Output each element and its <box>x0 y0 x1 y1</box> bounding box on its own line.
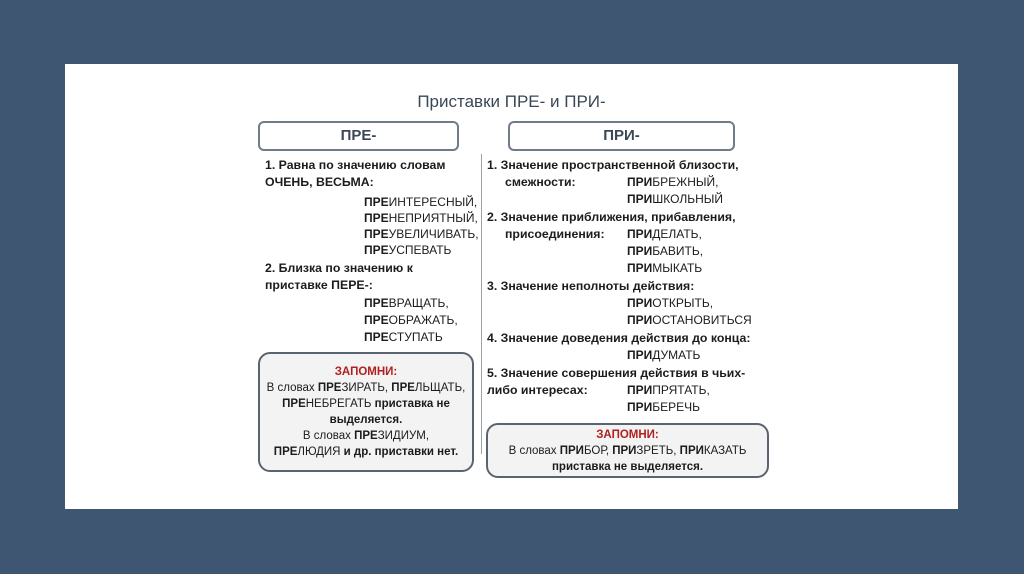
pri-item5-line2: либо интересах: <box>487 383 588 397</box>
pre-note-title: ЗАПОМНИ: <box>334 366 398 378</box>
pre-word: ПРЕОБРАЖАТЬ, <box>364 313 458 327</box>
slide-title: Приставки ПРЕ- и ПРИ- <box>417 92 606 111</box>
pri-word: ПРИПРЯТАТЬ, <box>627 383 710 397</box>
pri-note-title: ЗАПОМНИ: <box>596 429 659 441</box>
pre-item1-line2: ОЧЕНЬ, ВЕСЬМА: <box>265 175 374 189</box>
pre-note-line: В словах ПРЕЗИДИУМ, <box>302 430 430 442</box>
pri-word: ПРИБЕРЕЧЬ <box>627 400 701 414</box>
pre-word: ПРЕВРАЩАТЬ, <box>364 296 449 310</box>
slide <box>65 64 958 509</box>
pri-word: ПРИДУМАТЬ <box>627 348 701 362</box>
pre-word: ПРЕУСПЕВАТЬ <box>364 243 452 257</box>
pre-item1-line1: 1. Равна по значению словам <box>265 158 446 172</box>
pre-note-line: ПРЕЛЮДИЯ и др. приставки нет. <box>273 446 459 458</box>
pri-item2-line1: 2. Значение приближения, прибавления, <box>487 210 736 224</box>
pre-word: ПРЕУВЕЛИЧИВАТЬ, <box>364 227 479 241</box>
pre-item2-line2: приставке ПЕРЕ-: <box>265 278 373 292</box>
pre-word: ПРЕИНТЕРЕСНЫЙ, <box>364 195 478 209</box>
pre-word: ПРЕСТУПАТЬ <box>364 330 443 344</box>
pri-word: ПРИОТКРЫТЬ, <box>627 296 714 310</box>
pri-remember-note <box>486 423 769 478</box>
pri-item5-line1: 5. Значение совершения действия в чьих- <box>487 366 746 380</box>
pri-word: ПРИДЕЛАТЬ, <box>627 227 702 241</box>
pre-header: ПРЕ- <box>258 121 459 151</box>
pri-word: ПРИШКОЛЬНЫЙ <box>627 192 723 206</box>
pri-header: ПРИ- <box>508 121 735 151</box>
pri-item4-line1: 4. Значение доведения действия до конца: <box>487 331 751 345</box>
pre-item2-line1: 2. Близка по значению к <box>265 261 413 275</box>
pri-item2-line2: присоединения: <box>505 227 605 241</box>
column-divider <box>481 154 482 454</box>
pre-remember-note <box>258 352 474 472</box>
pre-note-line: В словах ПРЕЗИРАТЬ, ПРЕЛЬЩАТЬ, <box>266 382 466 394</box>
pri-word: ПРИБАВИТЬ, <box>627 244 704 258</box>
pri-word: ПРИОСТАНОВИТЬСЯ <box>627 313 752 327</box>
pri-word: ПРИМЫКАТЬ <box>627 261 703 275</box>
pri-item1-line2: смежности: <box>505 175 576 189</box>
pri-item3-line1: 3. Значение неполноты действия: <box>487 279 695 293</box>
pre-note-line: выделяется. <box>329 414 403 426</box>
pre-word: ПРЕНЕПРИЯТНЫЙ, <box>364 211 478 225</box>
pri-note-line: приставка не выделяется. <box>551 461 704 473</box>
pri-item1-line1: 1. Значение пространственной близости, <box>487 158 739 172</box>
pri-word: ПРИБРЕЖНЫЙ, <box>627 175 719 189</box>
pri-note-line: В словах ПРИБОР, ПРИЗРЕТЬ, ПРИКАЗАТЬ <box>508 445 747 457</box>
pre-note-line: ПРЕНЕБРЕГАТЬ приставка не <box>282 398 450 410</box>
